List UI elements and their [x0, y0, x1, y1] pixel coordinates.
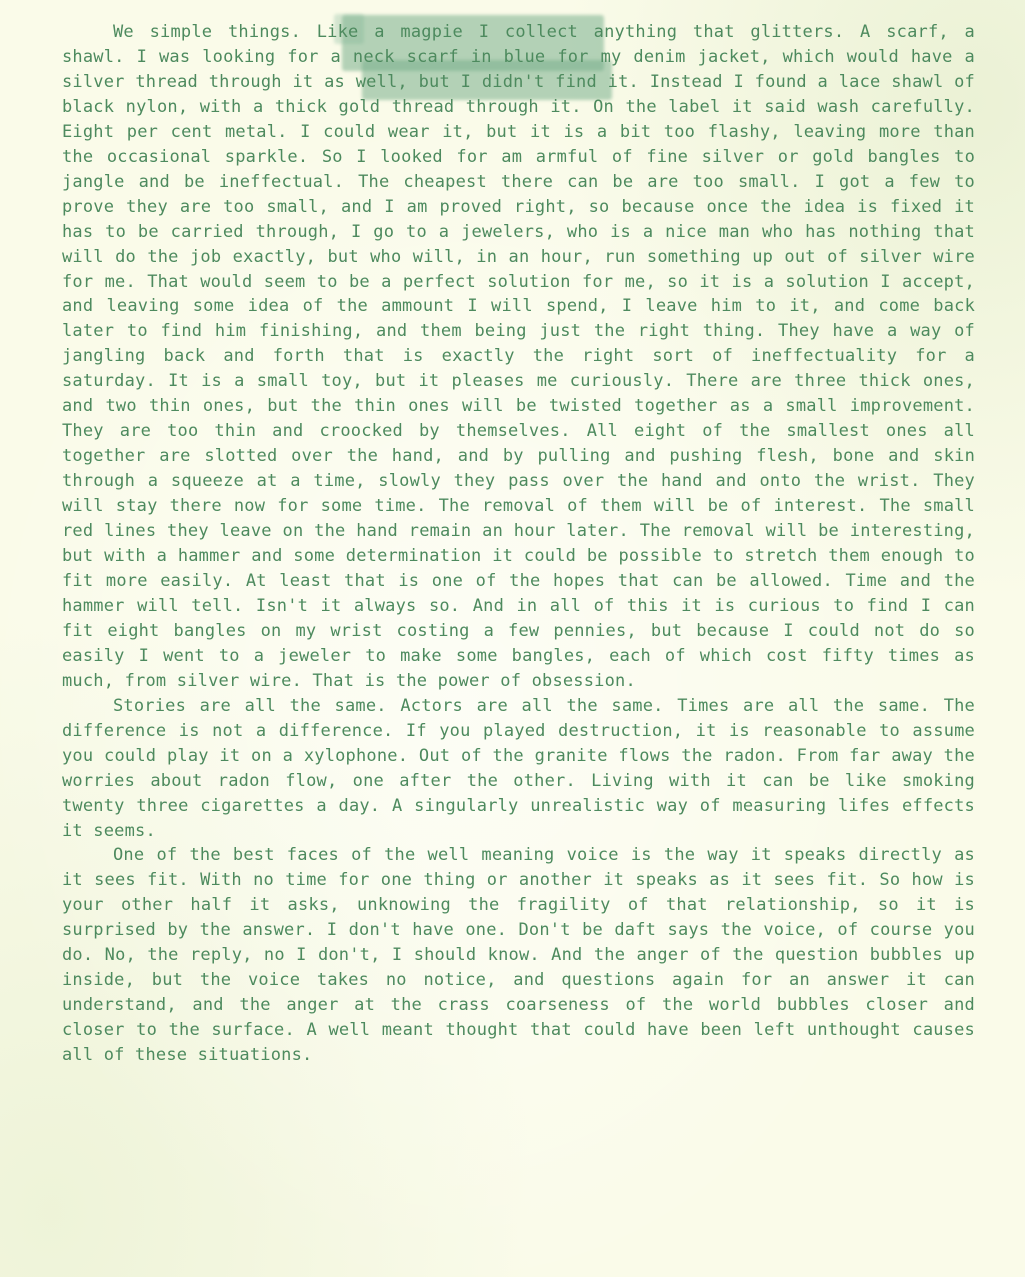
- paragraph-1: We simple things. Like a magpie I collect anything that glitters. A scarf, a shawl. I was looking for a neck scarf in blue for my denim jacket, which would have a silver thread through it as well, but I didn't find it. Instead I found a lace shawl of black nylon, with a thick gold thread through it. On the label it said wash carefully. Eight per cent metal. I could wear it, but it is a bit too flashy, leaving more than the occasional sparkle. So I looked for am armful of fine silver or gold bangles to jangle and be ineffectual. The cheapest there can be are too small. I got a few to prove they are too small, and I am proved right, so because once the idea is fixed it has to be carried through, I go to a jewelers, who is a nice man who has nothing that will do the job exactly, but who will, in an hour, run something up out of silver wire for me. That would seem to be a perfect solution for me, so it is a solution I accept, and leaving some idea of the ammount I will spend, I leave him to it, and come back later to find him finishing, and them being just the right thing. They have a way of jangling back and forth that is exactly the right sort of ineffectuality for a saturday. It is a small toy, but it pleases me curiously. There are three thick ones, and two thin ones, but the thin ones will be twisted together as a small improvement. They are too thin and croocked by themselves. All eight of the smallest ones all together are slotted over the hand, and by pulling and pushing flesh, bone and skin through a squeeze at a time, slowly they pass over the hand and onto the wrist. They will stay there now for some time. The removal of them will be of interest. The small red lines they leave on the hand remain an hour later. The removal will be interesting, but with a hammer and some determination it could be possible to stretch them enough to fit more easily. At least that is one of the hopes that can be allowed. Time and the hammer will tell. Isn't it always so. And in all of this it is curious to find I can fit eight bangles on my wrist costing a few pennies, but because I could not do so easily I went to a jeweler to make some bangles, each of which cost fifty times as much, from silver wire. That is the power of obsession.: [62, 22, 975, 691]
- typed-text-body: [62, 20, 975, 1068]
- paragraph-3: One of the best faces of the well meaning voice is the way it speaks directly as it sees fit. With no time for one thing or another it speaks as it sees fit. So how is your other half it asks, unknowing the fragility of that relationship, so it is surprised by the answer. I don't have one. Don't be daft says the voice, of course you do. No, the reply, no I don't, I should know. And the anger of the question bubbles up inside, but the voice takes no notice, and questions again for an answer it can understand, and the anger at the crass coarseness of the world bubbles closer and closer to the surface. A well meant thought that could have been left unthought causes all of these situations.: [62, 845, 975, 1066]
- paragraph-2: Stories are all the same. Actors are all the same. Times are all the same. The difference is not a difference. If you played destruction, it is reasonable to assume you could play it on a xylophone. Out of the granite flows the radon. From far away the worries about radon flow, one after the other. Living with it can be like smoking twenty three cigarettes a day. A singularly unrealistic way of measuring lifes effects it seems.: [62, 695, 975, 841]
